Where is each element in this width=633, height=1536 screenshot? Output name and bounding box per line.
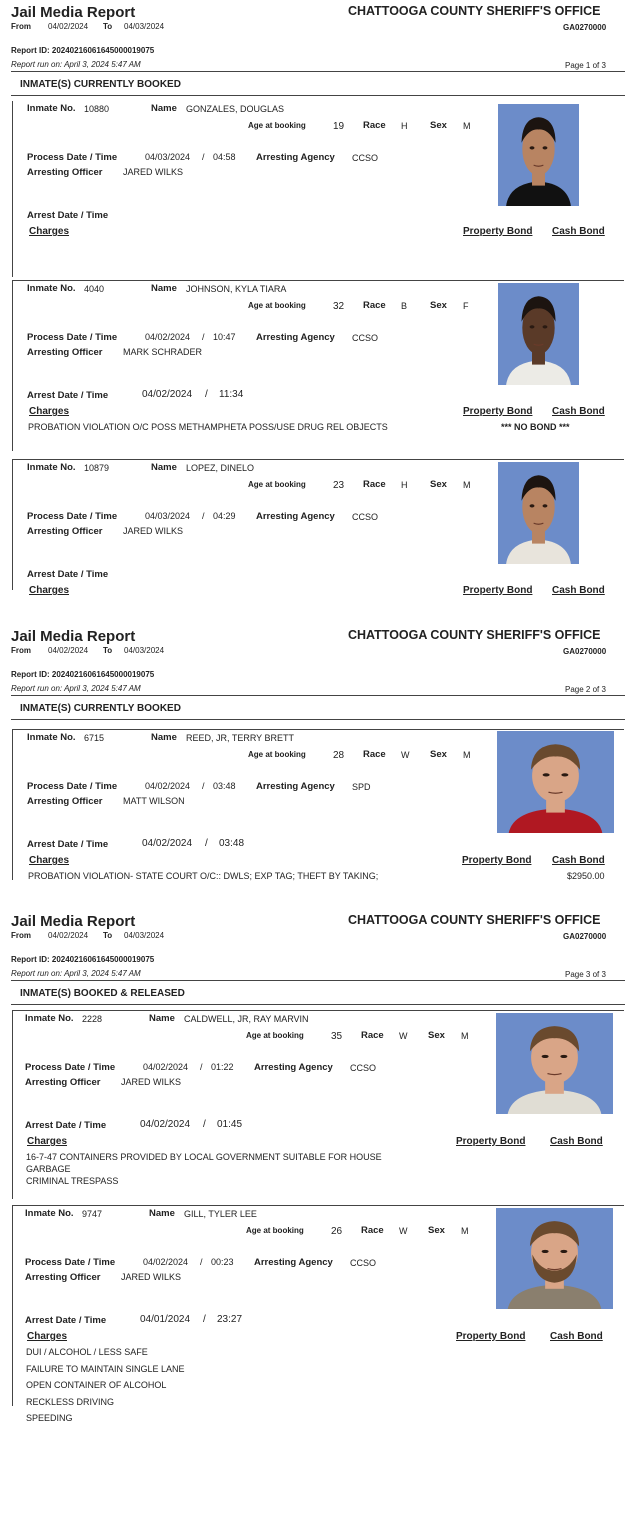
arrest-label: Arrest Date / Time [25,1315,107,1326]
report-title: Jail Media Report [11,628,136,645]
mugshot-photo [496,1208,613,1309]
charge-item: PROBATION VIOLATION- STATE COURT O/C:: DWLS; EXP TAG; THEFT BY TAKING; [28,871,379,881]
race-value: H [401,121,408,131]
agency-label: Arresting Agency [256,781,335,792]
cash-bond-label: Cash Bond [552,406,605,417]
section-divider [11,719,625,720]
from-date: 04/02/2024 [48,931,89,940]
from-label: From [11,22,31,31]
arrest-label: Arrest Date / Time [25,1120,107,1131]
inmate-no-label: Inmate No. [27,462,76,473]
arrest-date: 04/02/2024 [140,1119,191,1130]
property-bond-label: Property Bond [456,1136,526,1147]
report-run-on: Report run on: April 3, 2024 5:47 AM [11,60,141,69]
agency-label: Arresting Agency [254,1257,333,1268]
slash: / [202,511,205,521]
race-value: H [401,480,408,490]
section-divider [11,95,625,96]
charge-item: GARBAGE [26,1164,71,1174]
slash: / [205,389,208,400]
report-title: Jail Media Report [11,4,136,21]
agency-label: Arresting Agency [256,152,335,163]
inmate-name: GILL, TYLER LEE [184,1209,257,1219]
race-label: Race [363,749,386,760]
race-label: Race [361,1030,384,1041]
officer-value: MARK SCHRADER [123,347,203,357]
slash: / [203,1119,206,1130]
process-date: 04/02/2024 [143,1257,189,1267]
report-id: Report ID: 20240216061645000019075 [11,955,155,964]
officer-value: JARED WILKS [123,167,184,177]
cash-bond-label: Cash Bond [550,1136,603,1147]
inmate-no-value: 6715 [84,733,105,743]
process-time: 04:29 [213,511,236,521]
to-date: 04/03/2024 [124,22,165,31]
arrest-time: 01:45 [217,1119,243,1130]
report-run-on: Report run on: April 3, 2024 5:47 AM [11,969,141,978]
from-label: From [11,646,31,655]
process-label: Process Date / Time [25,1257,116,1268]
mugshot-photo [498,283,579,385]
page-number: Page 3 of 3 [565,970,606,979]
age-value: 19 [333,121,345,132]
process-time: 00:23 [211,1257,234,1267]
charge-item: DUI / ALCOHOL / LESS SAFE [26,1347,148,1357]
report-id: Report ID: 20240216061645000019075 [11,670,155,679]
inmate-name: JOHNSON, KYLA TIARA [186,284,287,294]
mugshot-photo [498,104,579,206]
race-label: Race [361,1225,384,1236]
arrest-label: Arrest Date / Time [27,839,109,850]
header-divider [11,71,625,72]
arrest-label: Arrest Date / Time [27,569,109,580]
officer-value: JARED WILKS [123,526,184,536]
inmate-divider [12,1205,624,1206]
inmate-divider [12,280,624,281]
property-bond-label: Property Bond [463,406,533,417]
agency-value: SPD [352,782,371,792]
bond-value: $2950.00 [567,871,605,881]
to-date: 04/03/2024 [124,931,165,940]
agency-value: CCSO [352,512,379,522]
age-value: 35 [331,1031,343,1042]
age-value: 26 [331,1226,343,1237]
name-label: Name [149,1208,175,1219]
property-bond-label: Property Bond [456,1331,526,1342]
agency-value: CCSO [350,1063,377,1073]
officer-value: JARED WILKS [121,1077,182,1087]
cash-bond-label: Cash Bond [552,585,605,596]
officer-label: Arresting Officer [27,526,103,537]
arrest-time: 11:34 [219,389,244,400]
bond-value: *** NO BOND *** [501,422,570,432]
inmate-no-value: 10880 [84,104,110,114]
race-value: W [399,1031,408,1041]
charges-label: Charges [29,585,70,596]
process-date: 04/02/2024 [145,781,191,791]
mugshot-photo [497,731,614,833]
name-label: Name [151,462,177,473]
name-label: Name [151,103,177,114]
inmate-name: CALDWELL, JR, RAY MARVIN [184,1014,309,1024]
sex-label: Sex [428,1030,445,1041]
divider [12,1011,13,1199]
charges-label: Charges [29,406,70,417]
inmate-divider [12,729,624,730]
charges-label: Charges [29,855,70,866]
sex-label: Sex [430,120,447,131]
sex-label: Sex [430,300,447,311]
sex-label: Sex [430,749,447,760]
report-id: Report ID: 20240216061645000019075 [11,46,155,55]
process-date: 04/03/2024 [145,511,191,521]
mugshot-photo [498,462,579,564]
sex-value: M [463,480,471,490]
name-label: Name [151,283,177,294]
arrest-date: 04/02/2024 [142,389,193,400]
charge-item: PROBATION VIOLATION O/C POSS METHAMPHETA POSS/USE DRUG REL OBJECTS [28,422,388,432]
from-label: From [11,931,31,940]
officer-value: MATT WILSON [123,796,185,806]
cash-bond-label: Cash Bond [550,1331,603,1342]
sex-value: F [463,301,469,311]
page-number: Page 2 of 3 [565,685,606,694]
charge-item: 16-7-47 CONTAINERS PROVIDED BY LOCAL GOVERNMENT SUITABLE FOR HOUSE [26,1152,382,1162]
name-label: Name [149,1013,175,1024]
property-bond-label: Property Bond [462,855,532,866]
header-divider [11,695,625,696]
inmate-no-label: Inmate No. [25,1208,74,1219]
age-label: Age at booking [248,480,306,489]
page-number: Page 1 of 3 [565,61,606,70]
arrest-date: 04/01/2024 [140,1314,191,1325]
process-date: 04/03/2024 [145,152,191,162]
race-value: W [399,1226,408,1236]
age-label: Age at booking [248,301,306,310]
divider [12,281,13,451]
header-divider [11,980,625,981]
inmate-name: REED, JR, TERRY BRETT [186,733,295,743]
property-bond-label: Property Bond [463,226,533,237]
slash: / [200,1257,203,1267]
report-run-on: Report run on: April 3, 2024 5:47 AM [11,684,141,693]
charge-item: OPEN CONTAINER OF ALCOHOL [26,1380,167,1390]
slash: / [205,838,208,849]
mugshot-photo [496,1013,613,1114]
officer-label: Arresting Officer [27,796,103,807]
process-time: 03:48 [213,781,236,791]
inmate-no-label: Inmate No. [25,1013,74,1024]
agency-code: GA0270000 [563,23,607,32]
sex-label: Sex [430,479,447,490]
section-divider [11,1004,625,1005]
to-date: 04/03/2024 [124,646,165,655]
charge-item: FAILURE TO MAINTAIN SINGLE LANE [26,1363,185,1374]
officer-label: Arresting Officer [25,1077,101,1088]
race-value: B [401,301,408,311]
inmate-no-value: 9747 [82,1209,103,1219]
charges-label: Charges [27,1331,68,1342]
inmate-no-label: Inmate No. [27,283,76,294]
charge-item: RECKLESS DRIVING [26,1396,115,1407]
divider [12,101,13,277]
sex-value: M [461,1031,469,1041]
process-label: Process Date / Time [27,781,118,792]
agency-value: CCSO [352,153,379,163]
from-date: 04/02/2024 [48,22,89,31]
divider [12,460,13,590]
sex-value: M [463,750,471,760]
race-value: W [401,750,410,760]
age-value: 32 [333,301,345,312]
age-label: Age at booking [248,121,306,130]
age-value: 28 [333,750,345,761]
officer-label: Arresting Officer [27,347,103,358]
cash-bond-label: Cash Bond [552,855,605,866]
agency-label: Arresting Agency [256,511,335,522]
agency-code: GA0270000 [563,647,607,656]
to-label: To [103,22,113,31]
charges-label: Charges [29,226,70,237]
office-name: CHATTOOGA COUNTY SHERIFF'S OFFICE [348,913,601,927]
cash-bond-label: Cash Bond [552,226,605,237]
officer-value: JARED WILKS [121,1272,182,1282]
age-label: Age at booking [246,1031,304,1040]
inmate-divider [12,1010,624,1011]
slash: / [202,332,205,342]
agency-label: Arresting Agency [254,1062,333,1073]
name-label: Name [151,732,177,743]
process-label: Process Date / Time [27,511,118,522]
to-label: To [103,931,113,940]
section-title: INMATE(S) CURRENTLY BOOKED [20,79,181,90]
agency-value: CCSO [352,333,379,343]
office-name: CHATTOOGA COUNTY SHERIFF'S OFFICE [348,4,601,18]
race-label: Race [363,300,386,311]
arrest-date: 04/02/2024 [142,838,193,849]
inmate-no-value: 2228 [82,1014,103,1024]
inmate-no-value: 4040 [84,284,105,294]
inmate-name: GONZALES, DOUGLAS [186,104,285,114]
section-title: INMATE(S) CURRENTLY BOOKED [20,703,181,714]
arrest-time: 03:48 [219,838,245,849]
divider [12,730,13,880]
agency-value: CCSO [350,1258,377,1268]
age-label: Age at booking [246,1226,304,1235]
slash: / [202,152,205,162]
officer-label: Arresting Officer [27,167,103,178]
process-label: Process Date / Time [27,332,118,343]
report-title: Jail Media Report [11,913,136,930]
inmate-divider [12,459,624,460]
age-label: Age at booking [248,750,306,759]
inmate-no-label: Inmate No. [27,103,76,114]
race-label: Race [363,479,386,490]
slash: / [200,1062,203,1072]
process-time: 04:58 [213,152,236,162]
process-time: 10:47 [213,332,236,342]
arrest-label: Arrest Date / Time [27,210,109,221]
officer-label: Arresting Officer [25,1272,101,1283]
charge-item: SPEEDING [26,1413,73,1423]
office-name: CHATTOOGA COUNTY SHERIFF'S OFFICE [348,628,601,642]
sex-value: M [463,121,471,131]
slash: / [202,781,205,791]
to-label: To [103,646,113,655]
property-bond-label: Property Bond [463,585,533,596]
arrest-time: 23:27 [217,1314,243,1325]
age-value: 23 [333,480,345,491]
slash: / [203,1314,206,1325]
sex-value: M [461,1226,469,1236]
agency-code: GA0270000 [563,932,607,941]
process-date: 04/02/2024 [145,332,191,342]
process-label: Process Date / Time [25,1062,116,1073]
process-time: 01:22 [211,1062,234,1072]
arrest-label: Arrest Date / Time [27,390,109,401]
section-title: INMATE(S) BOOKED & RELEASED [20,988,185,999]
inmate-no-label: Inmate No. [27,732,76,743]
process-label: Process Date / Time [27,152,118,163]
from-date: 04/02/2024 [48,646,89,655]
inmate-no-value: 10879 [84,463,110,473]
race-label: Race [363,120,386,131]
charges-label: Charges [27,1136,68,1147]
agency-label: Arresting Agency [256,332,335,343]
charge-item: CRIMINAL TRESPASS [26,1176,119,1186]
sex-label: Sex [428,1225,445,1236]
inmate-name: LOPEZ, DINELO [186,463,255,473]
process-date: 04/02/2024 [143,1062,189,1072]
divider [12,1206,13,1406]
